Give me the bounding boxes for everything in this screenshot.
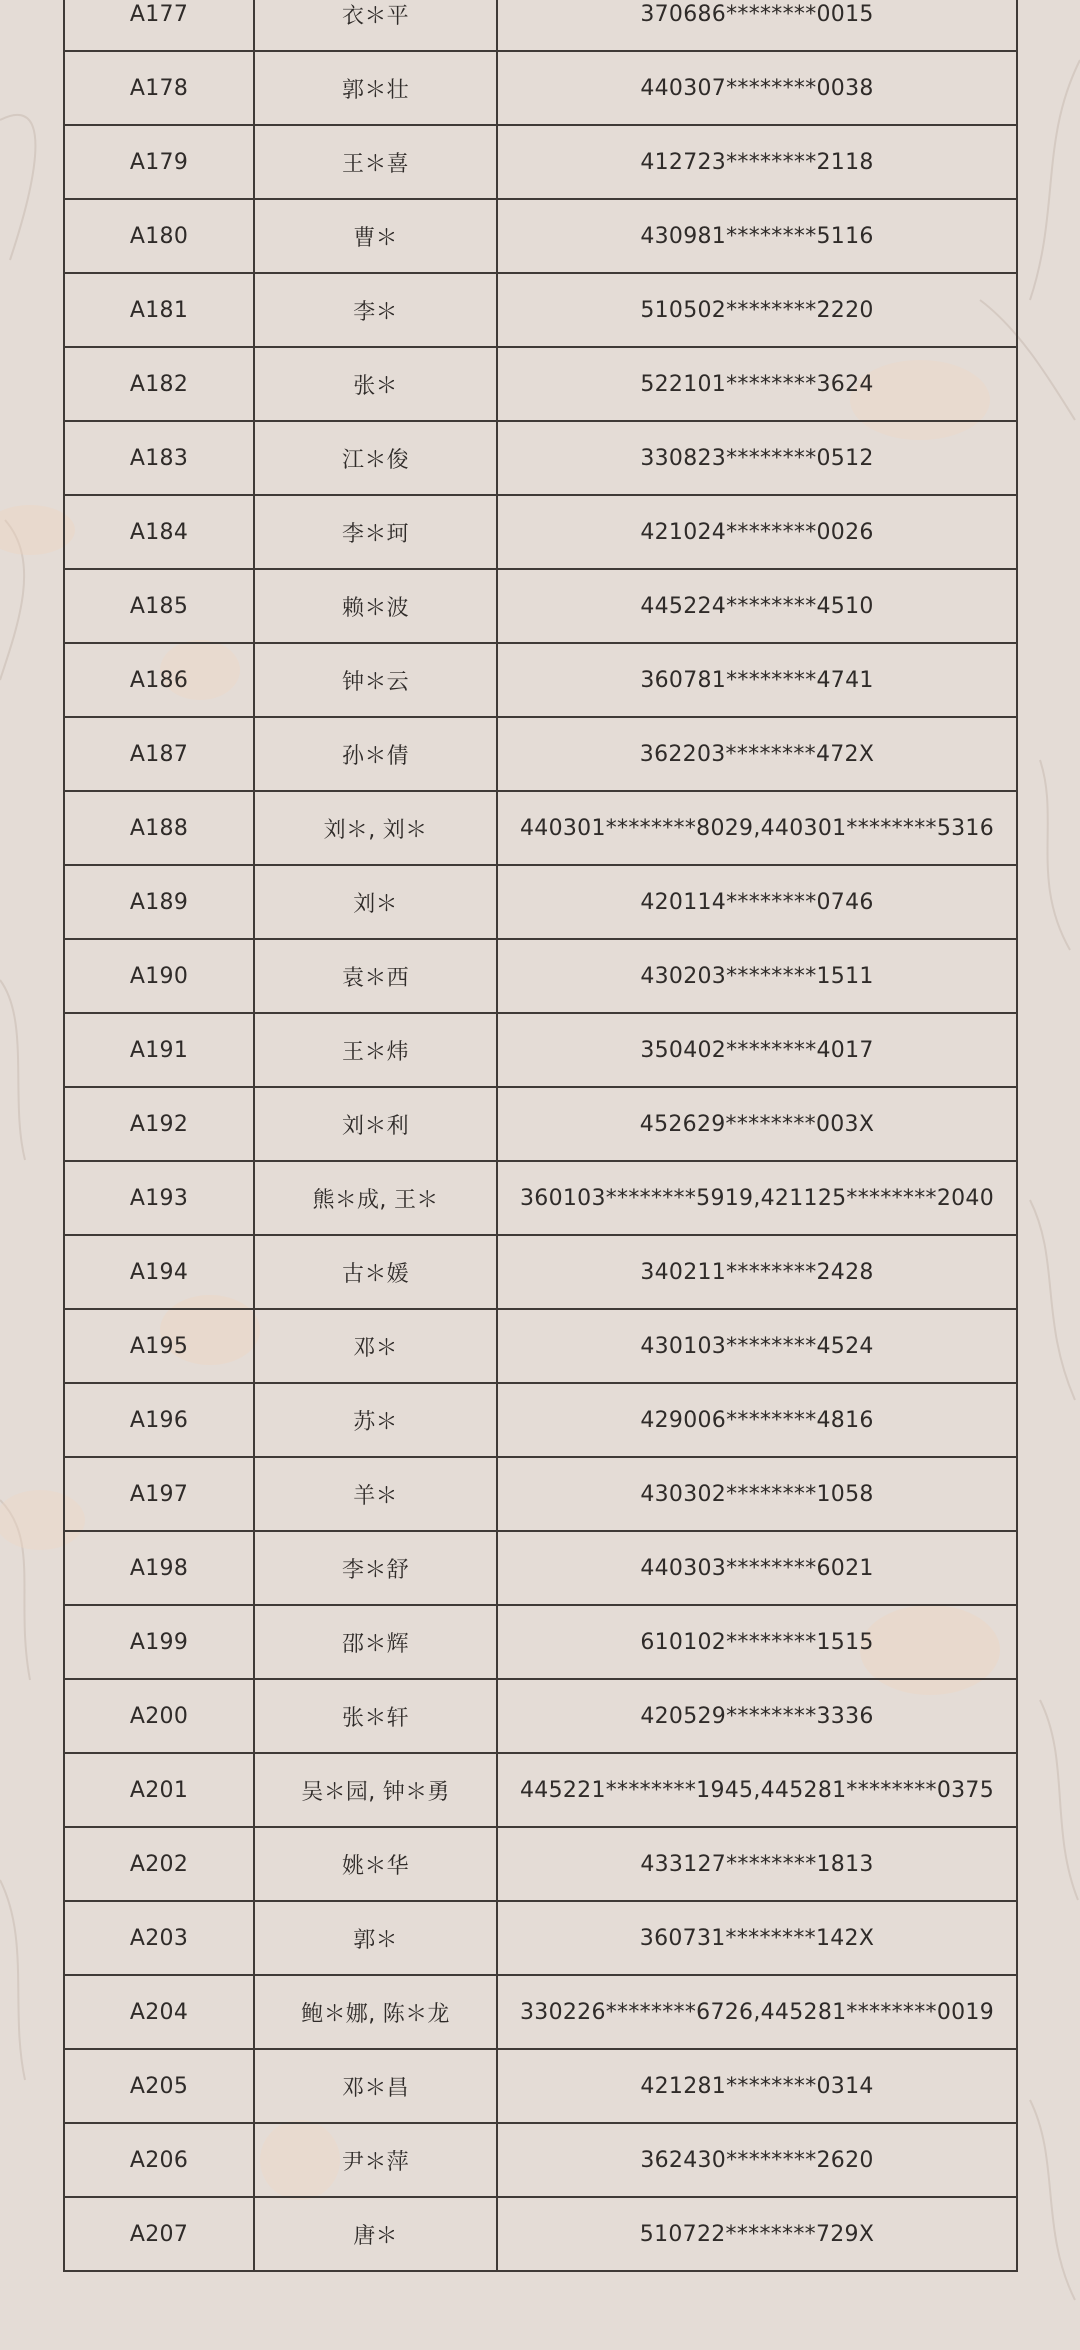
row-code: A192	[64, 1087, 254, 1161]
row-name: 李＊	[254, 273, 497, 347]
row-name: 姚＊华	[254, 1827, 497, 1901]
row-name: 江＊俊	[254, 421, 497, 495]
row-name: 邓＊昌	[254, 2049, 497, 2123]
row-id-numbers: 452629********003X	[497, 1087, 1017, 1161]
row-name: 熊＊成, 王＊	[254, 1161, 497, 1235]
row-name: 古＊媛	[254, 1235, 497, 1309]
table-row	[64, 865, 1017, 939]
row-id-numbers: 430203********1511	[497, 939, 1017, 1013]
row-name: 邵＊辉	[254, 1605, 497, 1679]
row-name: 郭＊	[254, 1901, 497, 1975]
row-code: A196	[64, 1383, 254, 1457]
table-row	[64, 791, 1017, 865]
row-name: 刘＊, 刘＊	[254, 791, 497, 865]
row-id-numbers: 430103********4524	[497, 1309, 1017, 1383]
row-name: 王＊喜	[254, 125, 497, 199]
row-name: 张＊轩	[254, 1679, 497, 1753]
row-id-numbers: 420529********3336	[497, 1679, 1017, 1753]
row-code: A191	[64, 1013, 254, 1087]
table-row	[64, 1383, 1017, 1457]
table-row	[64, 2123, 1017, 2197]
row-id-numbers: 510722********729X	[497, 2197, 1017, 2271]
row-id-numbers: 340211********2428	[497, 1235, 1017, 1309]
row-id-numbers: 412723********2118	[497, 125, 1017, 199]
row-id-numbers: 440301********8029,440301********5316	[497, 791, 1017, 865]
table-row	[64, 1235, 1017, 1309]
row-code: A194	[64, 1235, 254, 1309]
table-row	[64, 2197, 1017, 2271]
table-row	[64, 717, 1017, 791]
row-name: 邓＊	[254, 1309, 497, 1383]
row-code: A188	[64, 791, 254, 865]
row-id-numbers: 420114********0746	[497, 865, 1017, 939]
row-name: 李＊珂	[254, 495, 497, 569]
row-id-numbers: 429006********4816	[497, 1383, 1017, 1457]
row-code: A189	[64, 865, 254, 939]
table-row	[64, 1753, 1017, 1827]
row-id-numbers: 360103********5919,421125********2040	[497, 1161, 1017, 1235]
row-code: A203	[64, 1901, 254, 1975]
row-id-numbers: 510502********2220	[497, 273, 1017, 347]
row-id-numbers: 430302********1058	[497, 1457, 1017, 1531]
row-id-numbers: 433127********1813	[497, 1827, 1017, 1901]
table-row	[64, 1457, 1017, 1531]
table-row	[64, 199, 1017, 273]
row-name: 尹＊萍	[254, 2123, 497, 2197]
row-name: 李＊舒	[254, 1531, 497, 1605]
row-name: 吴＊园, 钟＊勇	[254, 1753, 497, 1827]
row-name: 张＊	[254, 347, 497, 421]
row-code: A207	[64, 2197, 254, 2271]
row-id-numbers: 440303********6021	[497, 1531, 1017, 1605]
row-id-numbers: 445224********4510	[497, 569, 1017, 643]
row-id-numbers: 330823********0512	[497, 421, 1017, 495]
row-id-numbers: 370686********0015	[497, 0, 1017, 51]
row-id-numbers: 440307********0038	[497, 51, 1017, 125]
roster-table-body	[64, 0, 1017, 2271]
table-row	[64, 1013, 1017, 1087]
row-name: 钟＊云	[254, 643, 497, 717]
row-id-numbers: 430981********5116	[497, 199, 1017, 273]
roster-table	[63, 0, 1018, 2272]
row-code: A181	[64, 273, 254, 347]
row-name: 鲍＊娜, 陈＊龙	[254, 1975, 497, 2049]
row-code: A200	[64, 1679, 254, 1753]
table-row	[64, 1975, 1017, 2049]
table-row	[64, 939, 1017, 1013]
table-row	[64, 1605, 1017, 1679]
row-name: 袁＊西	[254, 939, 497, 1013]
row-id-numbers: 445221********1945,445281********0375	[497, 1753, 1017, 1827]
table-row	[64, 273, 1017, 347]
row-code: A205	[64, 2049, 254, 2123]
row-code: A201	[64, 1753, 254, 1827]
table-row	[64, 1161, 1017, 1235]
table-row	[64, 1901, 1017, 1975]
row-code: A193	[64, 1161, 254, 1235]
row-code: A197	[64, 1457, 254, 1531]
row-code: A206	[64, 2123, 254, 2197]
table-row	[64, 0, 1017, 51]
row-id-numbers: 362430********2620	[497, 2123, 1017, 2197]
table-row	[64, 421, 1017, 495]
table-row	[64, 1679, 1017, 1753]
row-code: A199	[64, 1605, 254, 1679]
table-row	[64, 1827, 1017, 1901]
table-row	[64, 51, 1017, 125]
row-code: A184	[64, 495, 254, 569]
row-name: 刘＊利	[254, 1087, 497, 1161]
table-row	[64, 1531, 1017, 1605]
row-id-numbers: 362203********472X	[497, 717, 1017, 791]
row-name: 孙＊倩	[254, 717, 497, 791]
row-id-numbers: 522101********3624	[497, 347, 1017, 421]
row-id-numbers: 421024********0026	[497, 495, 1017, 569]
row-code: A179	[64, 125, 254, 199]
row-id-numbers: 350402********4017	[497, 1013, 1017, 1087]
table-row	[64, 1309, 1017, 1383]
table-row	[64, 347, 1017, 421]
row-code: A198	[64, 1531, 254, 1605]
row-code: A182	[64, 347, 254, 421]
row-id-numbers: 421281********0314	[497, 2049, 1017, 2123]
row-code: A180	[64, 199, 254, 273]
row-name: 唐＊	[254, 2197, 497, 2271]
table-row	[64, 2049, 1017, 2123]
row-id-numbers: 360731********142X	[497, 1901, 1017, 1975]
table-row	[64, 1087, 1017, 1161]
row-code: A178	[64, 51, 254, 125]
row-code: A186	[64, 643, 254, 717]
row-code: A177	[64, 0, 254, 51]
row-name: 赖＊波	[254, 569, 497, 643]
row-code: A190	[64, 939, 254, 1013]
row-name: 曹＊	[254, 199, 497, 273]
row-code: A183	[64, 421, 254, 495]
row-name: 羊＊	[254, 1457, 497, 1531]
row-name: 王＊炜	[254, 1013, 497, 1087]
row-code: A195	[64, 1309, 254, 1383]
row-id-numbers: 610102********1515	[497, 1605, 1017, 1679]
row-id-numbers: 330226********6726,445281********0019	[497, 1975, 1017, 2049]
table-row	[64, 125, 1017, 199]
table-row	[64, 643, 1017, 717]
row-name: 刘＊	[254, 865, 497, 939]
row-name: 郭＊壮	[254, 51, 497, 125]
row-name: 衣＊平	[254, 0, 497, 51]
table-row	[64, 495, 1017, 569]
row-name: 苏＊	[254, 1383, 497, 1457]
row-id-numbers: 360781********4741	[497, 643, 1017, 717]
row-code: A187	[64, 717, 254, 791]
row-code: A204	[64, 1975, 254, 2049]
row-code: A185	[64, 569, 254, 643]
row-code: A202	[64, 1827, 254, 1901]
table-row	[64, 569, 1017, 643]
